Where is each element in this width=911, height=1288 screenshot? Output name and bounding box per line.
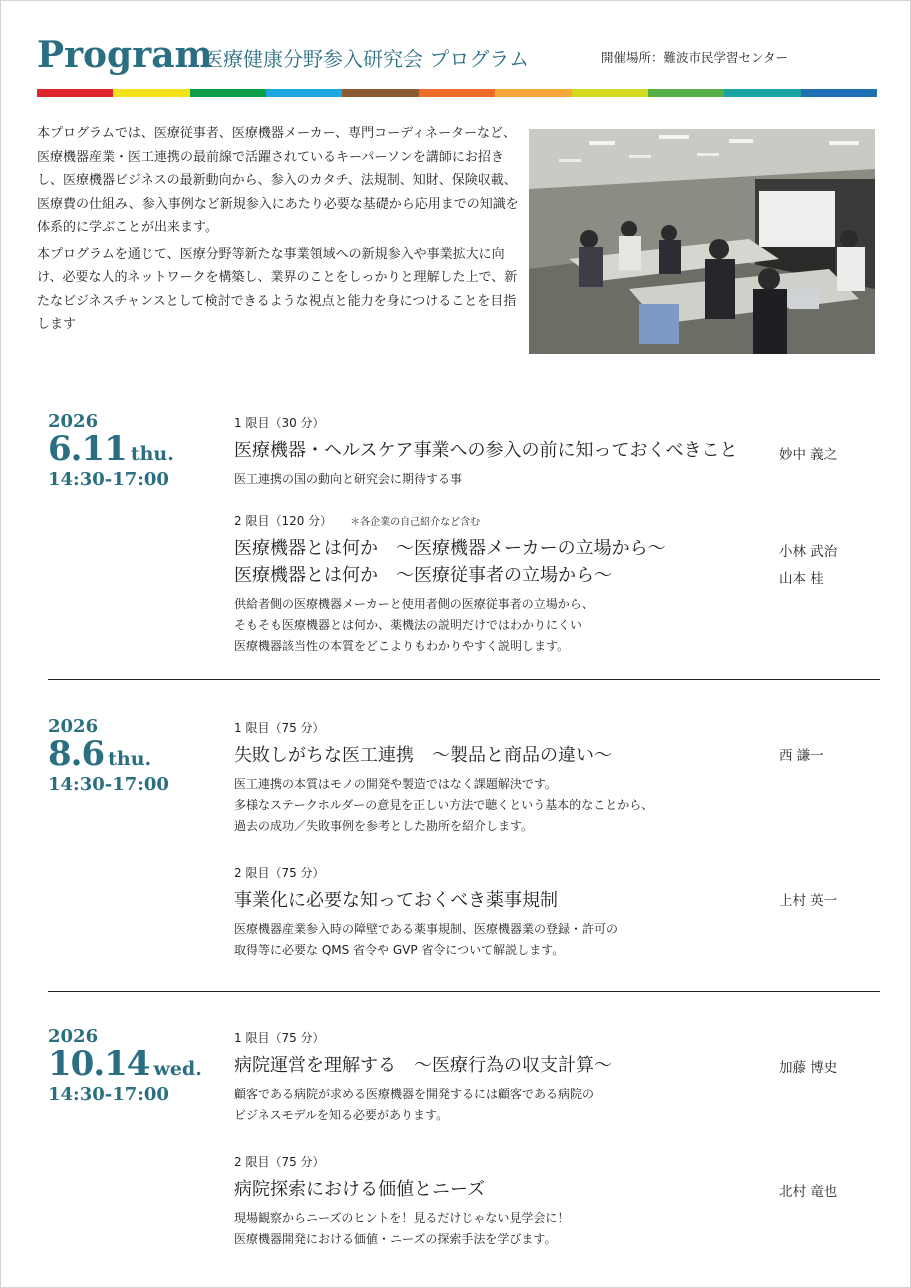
session-date-number: 8.6 xyxy=(48,734,105,774)
intro-text xyxy=(37,122,525,340)
session-year: 2026 xyxy=(48,716,99,737)
period-title: 事業化に必要な知っておくべき薬事規制 xyxy=(234,890,558,911)
color-bar-segment xyxy=(801,89,877,97)
speaker-name: 妙中 義之 xyxy=(779,447,838,463)
description-line: 医工連携の本質はモノの開発や製造ではなく課題解決です。 xyxy=(234,777,557,791)
description-line: 多様なステークホルダーの意見を正しい方法で聴くという基本的なことから、 xyxy=(234,798,654,812)
session-date-number: 6.11 xyxy=(48,429,127,469)
page-header xyxy=(37,34,877,78)
period-label: 1 限目（30 分） xyxy=(234,416,325,430)
period-1 xyxy=(234,1029,874,1126)
period-label: 1 限目（75 分） xyxy=(234,1031,325,1045)
session-date xyxy=(48,1044,202,1084)
period-title: 医療機器とは何か ～医療従事者の立場から～ xyxy=(234,565,612,586)
speaker-name: 北村 竜也 xyxy=(779,1184,838,1200)
session-year: 2026 xyxy=(48,1026,99,1047)
speaker-name: 加藤 博史 xyxy=(779,1060,838,1076)
speaker-name: 小林 武治 xyxy=(779,544,838,560)
speaker-name: 上村 英一 xyxy=(779,893,838,909)
description-line: 医療機器該当性の本質をどこよりもわかりやすく説明します。 xyxy=(234,639,570,653)
period-label: 1 限目（75 分） xyxy=(234,721,325,735)
period-2 xyxy=(234,1153,874,1250)
session-date xyxy=(48,734,151,774)
period-description xyxy=(234,1084,874,1126)
description-line: 供給者側の医療機器メーカーと使用者側の医療従事者の立場から、 xyxy=(234,597,594,611)
speaker-name: 山本 桂 xyxy=(779,571,824,587)
color-bar-segment xyxy=(266,89,342,97)
session-weekday: thu. xyxy=(108,748,152,770)
intro-paragraph-1: 本プログラムでは、医療従事者、医療機器メーカー、専門コーディネーターなど、医療機器産業・医工連携の最前線で活躍されているキーパーソンを講師にお招きし、医療機器ビジネスの最新動向から、参入のカタチ、法規制、知財、保険収載、医療費の仕組み、参入事例など新規参入にあたり必要な基礎から応用までの知識を体系的に学ぶことが出来ます。 xyxy=(37,126,519,235)
session-time: 14:30-17:00 xyxy=(48,469,169,490)
description-line: 医療機器開発における価値・ニーズの探索手法を学びます。 xyxy=(234,1232,557,1246)
session-time: 14:30-17:00 xyxy=(48,1084,169,1105)
period-description xyxy=(234,919,874,961)
description-line: 顧客である病院が求める医療機器を開発するには顧客である病院の xyxy=(234,1087,595,1101)
description-line: ビジネスモデルを知る必要があります。 xyxy=(234,1108,449,1122)
session-weekday: wed. xyxy=(153,1058,202,1080)
description-line: 医療機器産業参入時の障壁である薬事規制、医療機器業の登録・許可の xyxy=(234,922,619,936)
period-title: 失敗しがちな医工連携 ～製品と商品の違い～ xyxy=(234,745,612,766)
period-label-text: 2 限目（120 分） xyxy=(234,514,333,528)
description-line: そもそも医療機器とは何か、薬機法の説明だけではわかりにくい xyxy=(234,618,583,632)
period-note: ＊各企業の自己紹介など含む xyxy=(350,517,481,528)
period-title: 医療機器・ヘルスケア事業への参入の前に知っておくべきこと xyxy=(234,440,738,461)
period-title: 病院探索における価値とニーズ xyxy=(234,1179,486,1200)
period-1 xyxy=(234,719,874,837)
period-2 xyxy=(234,512,874,657)
color-bar-segment xyxy=(419,89,495,97)
page-subtitle: 医療健康分野参入研究会 プログラム xyxy=(203,47,530,71)
session-year: 2026 xyxy=(48,411,99,432)
session-time: 14:30-17:00 xyxy=(48,774,169,795)
seminar-photo xyxy=(529,129,875,354)
description-line: 医工連携の国の動向と研究会に期待する事 xyxy=(234,472,463,486)
period-description xyxy=(234,594,874,657)
period-label xyxy=(234,512,874,529)
color-bar-segment xyxy=(37,89,113,97)
description-line: 現場観察からニーズのヒントを！見るだけじゃない見学会に！ xyxy=(234,1211,570,1225)
session-weekday: thu. xyxy=(130,443,174,465)
period-title: 医療機器とは何か ～医療機器メーカーの立場から～ xyxy=(234,538,666,559)
color-bar-segment xyxy=(190,89,266,97)
period-title: 病院運営を理解する ～医療行為の収支計算～ xyxy=(234,1055,612,1076)
period-description xyxy=(234,1208,874,1250)
color-bar-segment xyxy=(724,89,800,97)
speaker-name: 西 謙一 xyxy=(779,748,824,764)
session-date xyxy=(48,429,174,469)
section-divider xyxy=(48,991,880,992)
period-description xyxy=(234,774,874,837)
period-label: 2 限目（75 分） xyxy=(234,1155,325,1169)
description-line: 過去の成功／失敗事例を参考とした勘所を紹介します。 xyxy=(234,819,534,833)
period-description xyxy=(234,469,874,490)
color-bar-segment xyxy=(113,89,189,97)
intro-paragraph-2: 本プログラムを通じて、医療分野等新たな事業領域への新規参入や事業拡大に向け、必要な人的ネットワークを構築し、業界のことをしっかりと理解した上で、新たなビジネスチャンスとして検討できるような視点と能力を身につけることを目指します xyxy=(37,246,518,332)
venue-label: 開催場所：難波市民学習センター xyxy=(601,50,789,65)
period-label: 2 限目（75 分） xyxy=(234,866,325,880)
period-2 xyxy=(234,864,874,961)
section-divider xyxy=(48,679,880,680)
color-bar-segment xyxy=(495,89,571,97)
session-date-number: 10.14 xyxy=(48,1044,150,1084)
color-bar-segment xyxy=(342,89,418,97)
description-line: 取得等に必要な QMS 省令や GVP 省令について解説します。 xyxy=(234,943,565,957)
color-bar-segment xyxy=(572,89,648,97)
period-1 xyxy=(234,414,874,490)
color-bar xyxy=(37,89,877,97)
page-title: Program xyxy=(37,34,213,76)
color-bar-segment xyxy=(648,89,724,97)
